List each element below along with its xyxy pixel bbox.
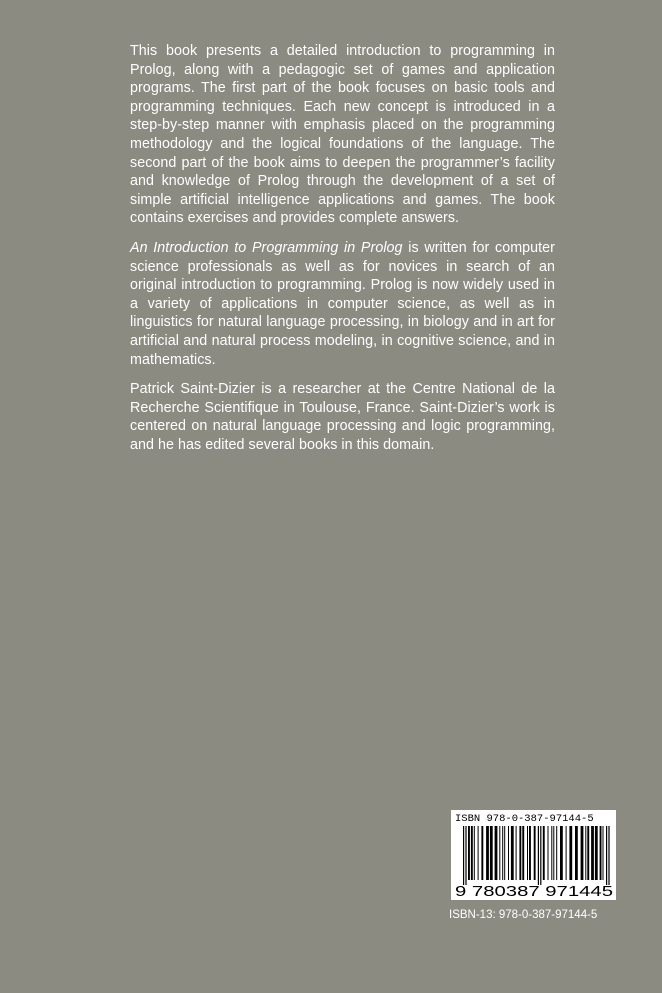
barcode-bar [543,826,545,880]
barcode-bar [490,826,493,880]
barcode-bar [468,826,470,880]
barcode-isbn-label: ISBN 978-0-387-97144-5 [455,813,594,825]
barcode-bar [575,826,578,880]
barcode-bar [587,826,589,880]
audience-text: is written for computer science professionals as well as for novices in search of an original introduction to programming. Prolog is now widely used in a variety of applications in computer science, as well as in linguistics for natural language processing, in biology and in art for artificial and natural process modeling, in cognitive science, and in mathematics. [130,239,555,368]
barcode-bar [608,826,609,885]
barcode-bar [603,826,604,880]
barcode-bar [581,826,584,880]
barcode-bar [591,826,594,880]
barcode-bar [595,826,598,880]
barcode-bar [534,826,536,880]
audience-paragraph [130,239,555,369]
barcode-bar [560,826,563,880]
barcode-bar [508,826,509,880]
barcode-bar [529,826,531,880]
barcode-bar [538,826,539,885]
barcode-bar [474,826,475,880]
barcode-bar [600,826,602,880]
barcode-bar [495,826,498,880]
barcode-graphic [451,810,616,900]
barcode-bar [504,826,505,880]
barcode-bar [465,826,466,885]
barcode-bar [463,826,464,885]
barcode-bar [511,826,514,880]
barcode-bar [481,826,483,880]
barcode-bar [585,826,586,880]
barcode-bar [502,826,503,880]
barcode-bar [519,826,521,880]
barcode-bar [556,826,557,880]
barcode-bar [551,826,552,880]
book-title-italic: An Introduction to Programming in Prolog [130,239,403,256]
barcode-bar [566,826,567,880]
barcode-bar [553,826,554,880]
barcode-bar [540,826,541,885]
blurb-text [130,42,555,454]
author-bio-paragraph: Patrick Saint-Dizier is a researcher at the Centre National de la Recherche Scientifique in Toulouse, France. Saint-Dizier’s work is centered on natural language processing and logic programming, and he has edited several books in this domain. [130,381,555,453]
barcode-bar [499,826,500,880]
barcode-bar [606,826,607,885]
barcode-bar [548,826,549,880]
barcode-bar [522,826,524,880]
isbn13-caption: ISBN-13: 978-0-387-97144-5 [449,909,598,921]
barcode-bar [569,826,572,880]
barcode-bar [486,826,489,880]
barcode-bar [471,826,473,880]
barcode-bar [527,826,528,880]
barcode-digits: 9 780387 971445 [455,883,613,900]
barcode-bar [478,826,479,880]
barcode-bar [516,826,517,880]
description-paragraph: This book presents a detailed introduction to programming in Prolog, along with a pedagogic set of games and application programs. The first part of the book focuses on basic tools and programming techniques. Each new concept is introduced in a step-by-step manner with emphasis placed on the programming methodology and the logical foundations of the language. The second part of the book aims to deepen the programmer’s facility and knowledge of Prolog through the development of a set of simple artificial intelligence applications and games. The book contains exercises and provides complete answers. [130,43,555,227]
isbn-barcode [451,810,616,900]
